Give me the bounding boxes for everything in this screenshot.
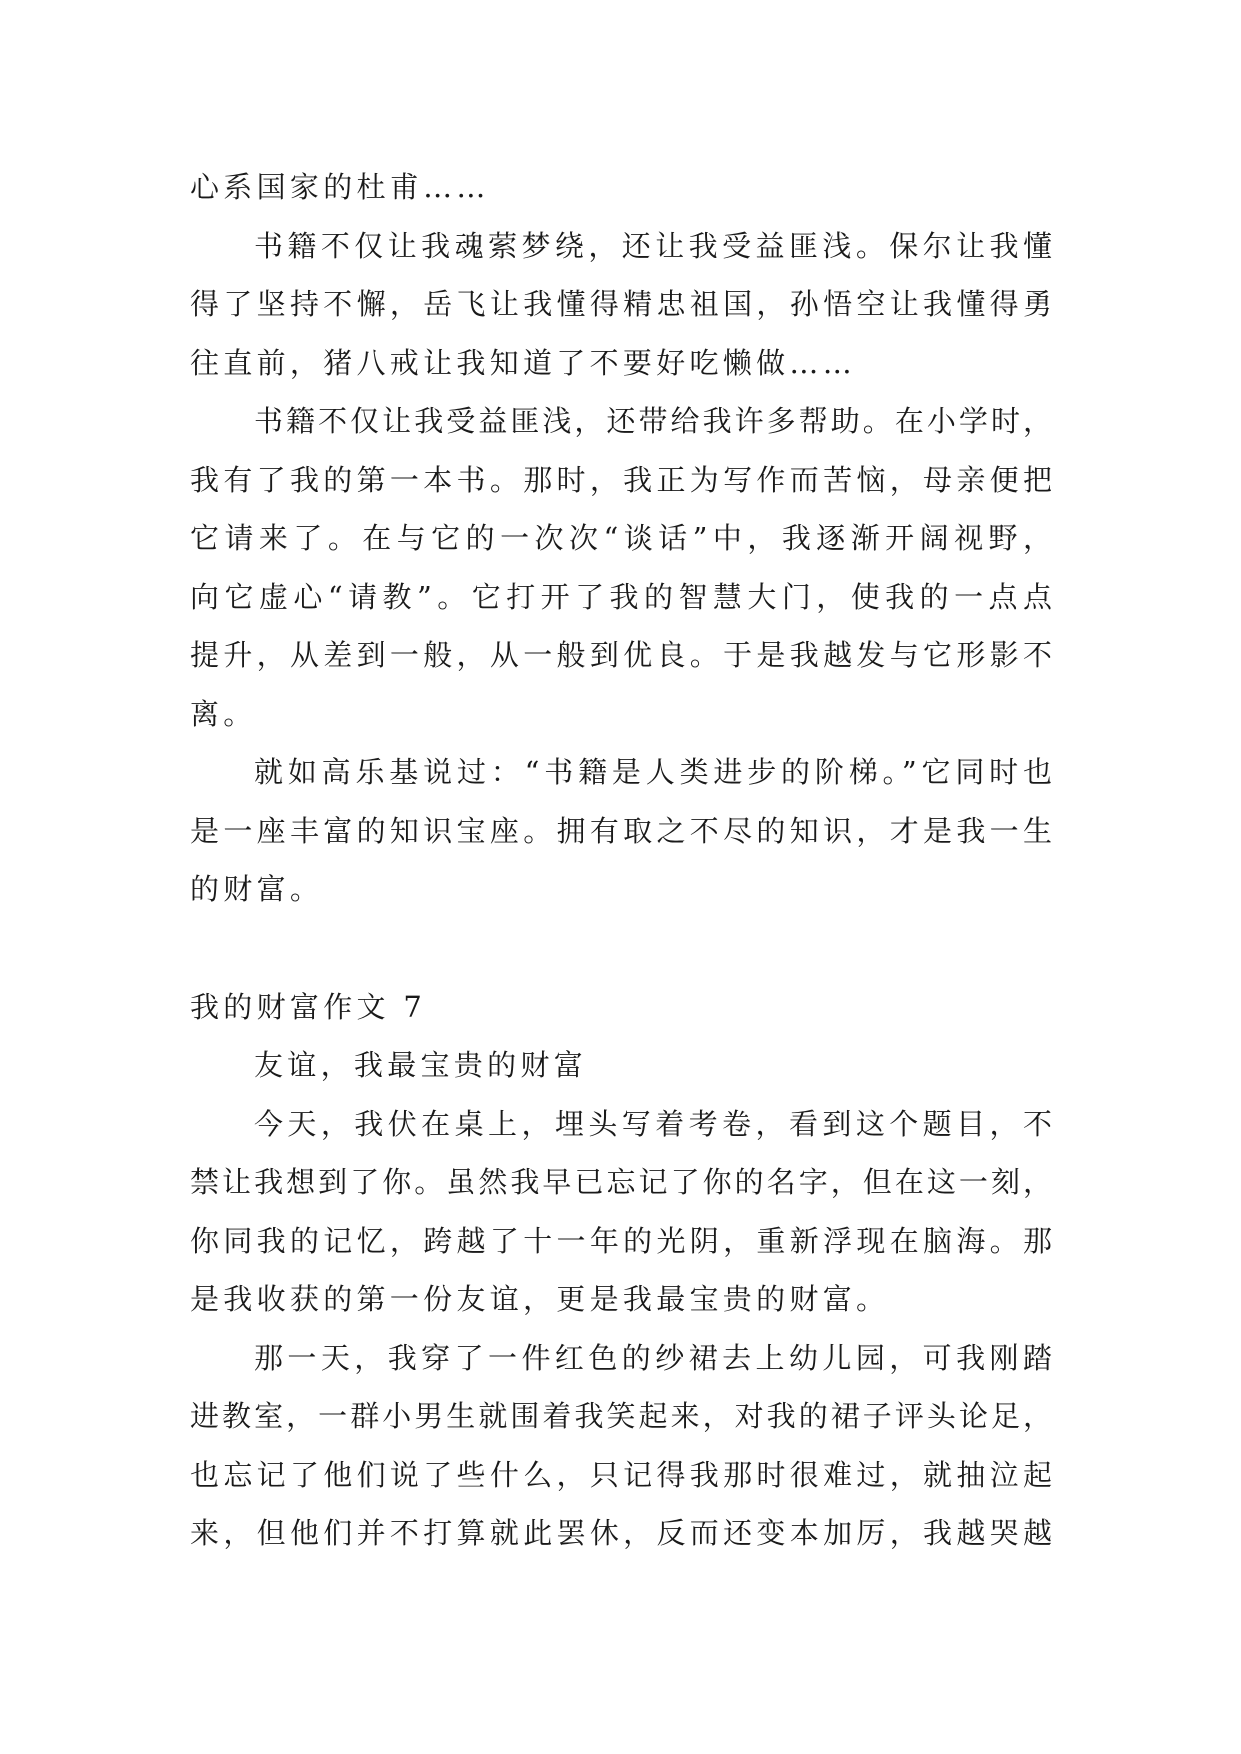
essay-heading <box>190 978 1052 1037</box>
text-line: 心系国家的杜甫…… <box>190 170 490 204</box>
essay-subtitle <box>190 1036 1052 1095</box>
text-line: 今天，我伏在桌上，埋头写着考卷，看到这个题目，不 <box>254 1106 1052 1141</box>
text-line: 就如高乐基说过：“书籍是人类进步的阶梯。”它同时也 <box>254 755 1052 789</box>
paragraph-quote <box>190 743 1052 919</box>
paragraph-continued <box>190 158 1052 217</box>
text-line: 得了坚持不懈，岳飞让我懂得精忠祖国，孙悟空让我懂得勇 <box>190 287 1052 321</box>
paragraph-benefit <box>190 217 1052 393</box>
text-line: 也忘记了他们说了些什么，只记得我那时很难过，就抽泣起 <box>190 1457 1052 1492</box>
text-line: 那一天，我穿了一件红色的纱裙去上幼儿园，可我刚踏 <box>254 1340 1052 1375</box>
text-line: 是一座丰富的知识宝座。拥有取之不尽的知识，才是我一生 <box>190 813 1052 848</box>
text-line: 提升，从差到一般，从一般到优良。于是我越发与它形影不 <box>190 638 1052 672</box>
text-line: 我有了我的第一本书。那时，我正为写作而苦恼，母亲便把 <box>190 462 1052 497</box>
text-line: 的财富。 <box>190 872 324 906</box>
document-body <box>190 158 1052 1563</box>
subtitle-line: 友谊，我最宝贵的财富 <box>254 1048 588 1082</box>
heading-line: 我的财富作文 7 <box>190 989 427 1024</box>
paragraph-today <box>190 1095 1052 1329</box>
text-line: 来，但他们并不打算就此罢休，反而还变本加厉，我越哭越 <box>190 1516 1052 1550</box>
section-gap <box>190 919 1052 978</box>
paragraph-that-day <box>190 1329 1052 1563</box>
text-line: 往直前，猪八戒让我知道了不要好吃懒做…… <box>190 345 857 380</box>
text-line: 禁让我想到了你。虽然我早已忘记了你的名字，但在这一刻， <box>190 1165 1052 1199</box>
text-line: 它请来了。在与它的一次次“谈话”中，我逐渐开阔视野， <box>190 521 1052 555</box>
text-line: 书籍不仅让我魂萦梦绕，还让我受益匪浅。保尔让我懂 <box>254 228 1052 263</box>
text-line: 是我收获的第一份友谊，更是我最宝贵的财富。 <box>190 1282 890 1316</box>
text-line: 向它虚心“请教”。它打开了我的智慧大门，使我的一点点 <box>190 579 1052 614</box>
text-line: 你同我的记忆，跨越了十一年的光阴，重新浮现在脑海。那 <box>190 1223 1052 1258</box>
paragraph-help <box>190 392 1052 743</box>
text-line: 书籍不仅让我受益匪浅，还带给我许多帮助。在小学时， <box>254 404 1052 438</box>
text-line: 离。 <box>190 696 257 731</box>
text-line: 进教室，一群小男生就围着我笑起来，对我的裙子评头论足， <box>190 1399 1052 1433</box>
